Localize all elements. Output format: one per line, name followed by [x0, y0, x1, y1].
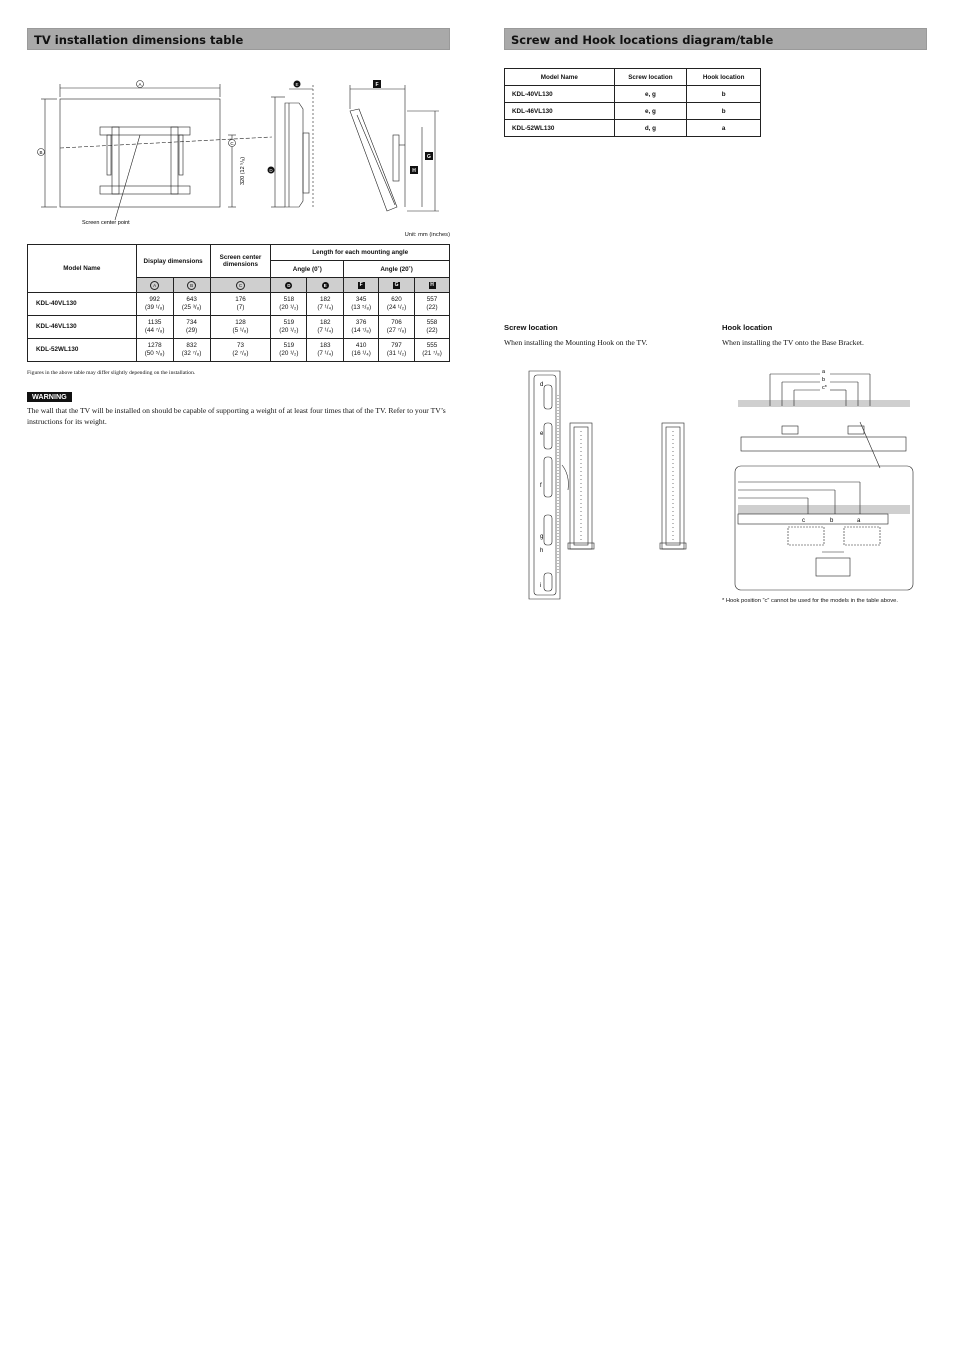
letter-E: E: [323, 282, 327, 288]
unit-label: Unit: mm (inches): [404, 232, 450, 238]
letter-F: F: [359, 282, 363, 288]
inch-value: (14 ⁷/₈): [351, 327, 371, 334]
inch-value: (2 ⁷/₈): [232, 350, 249, 357]
tv-dimensions-figure: [27, 75, 450, 230]
label-H: H: [412, 168, 416, 174]
mm-value: 182: [320, 296, 331, 303]
value-cell: [307, 316, 344, 339]
label-B: B: [39, 150, 43, 155]
warning-text: The wall that the TV will be installed on should be capable of supporting a weight of at least four times that of the TV. Refer to your TV’s instructions for its weight.: [27, 406, 446, 426]
mm-value: 797: [391, 342, 402, 349]
model-name-cell: KDL-52WL130: [28, 339, 137, 362]
vertical-dimension-label: 320 (12 ⁵/₈): [240, 156, 246, 185]
mm-value: 832: [186, 342, 197, 349]
inch-value: (44 ⁷/₈): [144, 327, 165, 334]
value-cell: [344, 339, 379, 362]
screw-hook-table: [504, 68, 761, 137]
screw-label-d: d: [540, 382, 544, 388]
mm-value: 519: [283, 319, 295, 326]
inch-value: (20 ¹/₂): [279, 304, 299, 311]
header-screw-location: Screw location: [614, 69, 687, 86]
screw-label-i: i: [540, 583, 542, 589]
table-row: [28, 293, 450, 316]
inch-value: (20 ¹/₂): [279, 350, 299, 357]
value-cell: [271, 339, 307, 362]
mm-value: 345: [355, 296, 367, 303]
inch-value: (29): [185, 327, 198, 334]
inch-value: (27 ⁷/₈): [386, 327, 407, 334]
header-angle0: Angle (0˚): [271, 261, 344, 278]
value-cell: [379, 339, 415, 362]
value-cell: [271, 316, 307, 339]
inch-value: (22): [426, 327, 438, 334]
value-cell: [210, 339, 271, 362]
header-angle20: Angle (20˚): [344, 261, 450, 278]
inch-value: (13 ⁵/₈): [351, 304, 372, 311]
mm-value: 992: [149, 296, 160, 303]
inch-value: (32 ⁷/₈): [181, 350, 202, 357]
value-cell: [173, 339, 210, 362]
header-model-name: Model Name: [505, 69, 615, 86]
table-row: [28, 339, 450, 362]
hook-location-cell: a: [687, 120, 761, 137]
screw-label-f: f: [540, 483, 542, 489]
screw-location-diagram: [520, 365, 700, 605]
screen-center-label: Screen center point: [82, 220, 130, 226]
value-cell: [210, 316, 271, 339]
mm-value: 706: [391, 319, 402, 326]
header-length: Length for each mounting angle: [271, 245, 450, 261]
model-name-cell: KDL-52WL130: [505, 120, 615, 137]
label-E: E: [295, 82, 299, 87]
value-cell: [307, 339, 344, 362]
value-cell: [344, 293, 379, 316]
mm-value: 643: [186, 296, 197, 303]
value-cell: [307, 293, 344, 316]
rail-label-a: a: [857, 518, 861, 524]
screw-location-cell: e, g: [614, 86, 687, 103]
inch-value: (7 ¹/₄): [317, 350, 334, 357]
rail-label-c: c: [802, 518, 805, 524]
rail-label-b: b: [830, 518, 834, 524]
hook-footnote: * Hook position “c” cannot be used for the models in the table above.: [722, 598, 898, 604]
hook-location-desc: When installing the TV onto the Base Bracket.: [722, 338, 864, 347]
value-cell: [210, 293, 271, 316]
mm-value: 555: [426, 342, 438, 349]
letter-B: B: [187, 281, 196, 290]
value-cell: [344, 316, 379, 339]
mm-value: 128: [235, 319, 246, 326]
table-note: Figures in the above table may differ slightly depending on the installation.: [27, 370, 196, 376]
mm-value: 734: [186, 319, 197, 326]
screw-location-cell: d, g: [614, 120, 687, 137]
inch-value: (7 ¹/₄): [317, 327, 334, 334]
letter-H: H: [430, 282, 434, 288]
value-cell: [173, 316, 210, 339]
mm-value: 410: [355, 342, 367, 349]
mm-value: 519: [283, 342, 295, 349]
inch-value: (7): [236, 304, 245, 311]
hook-label-c: c*: [822, 385, 827, 391]
mm-value: 557: [426, 296, 438, 303]
mm-value: 182: [320, 319, 331, 326]
mm-value: 1135: [147, 319, 162, 326]
header-center: Screen center dimensions: [210, 245, 271, 278]
table-row: [505, 120, 761, 137]
label-F: F: [375, 82, 379, 88]
label-G: G: [427, 154, 431, 160]
model-name-cell: KDL-40VL130: [505, 86, 615, 103]
value-cell: [271, 293, 307, 316]
inch-value: (31 ¹/₂): [386, 350, 407, 357]
header-display: Display dimensions: [136, 245, 210, 278]
inch-value: (7 ¹/₄): [317, 304, 334, 311]
table-row: [505, 86, 761, 103]
section-title-screw-hook: Screw and Hook locations diagram/table: [504, 28, 927, 50]
value-cell: [136, 339, 173, 362]
hook-location-cell: b: [687, 103, 761, 120]
inch-value: (5 ¹/₈): [232, 327, 249, 334]
value-cell: [379, 293, 415, 316]
screw-label-e: e: [540, 431, 544, 437]
mm-value: 518: [283, 296, 295, 303]
letter-A: A: [150, 281, 159, 290]
value-cell: [415, 316, 450, 339]
screw-location-title: Screw location: [504, 323, 558, 332]
label-A: A: [138, 82, 142, 87]
table-row: [28, 316, 450, 339]
table-row: [505, 103, 761, 120]
inch-value: (24 ¹/₂): [386, 304, 407, 311]
value-cell: [136, 293, 173, 316]
value-cell: [173, 293, 210, 316]
inch-value: (39 ¹/₈): [144, 304, 165, 311]
label-D: D: [269, 168, 273, 173]
mm-value: 1278: [147, 342, 162, 349]
value-cell: [415, 293, 450, 316]
header-hook-location: Hook location: [687, 69, 761, 86]
hook-label-a: a: [822, 369, 826, 375]
inch-value: (50 ⁵/₈): [144, 350, 165, 357]
inch-value: (22): [426, 304, 438, 311]
label-C: C: [230, 141, 234, 146]
hook-location-cell: b: [687, 86, 761, 103]
mm-value: 376: [355, 319, 367, 326]
hook-location-diagram: [730, 362, 914, 594]
screw-label-g: g: [540, 534, 544, 540]
inch-value: (21 ⁷/₈): [422, 350, 442, 357]
letter-D: D: [287, 282, 291, 288]
mm-value: 183: [320, 342, 331, 349]
model-name-cell: KDL-40VL130: [28, 293, 137, 316]
value-cell: [136, 316, 173, 339]
dimensions-table: [27, 244, 450, 362]
screw-location-desc: When installing the Mounting Hook on the TV.: [504, 338, 648, 347]
screw-location-cell: e, g: [614, 103, 687, 120]
model-name-cell: KDL-46VL130: [28, 316, 137, 339]
inch-value: (25 ³/₈): [181, 304, 202, 311]
header-model: Model Name: [28, 245, 137, 293]
model-name-cell: KDL-46VL130: [505, 103, 615, 120]
inch-value: (16 ¹/₄): [351, 350, 371, 357]
mm-value: 620: [391, 296, 402, 303]
value-cell: [415, 339, 450, 362]
hook-location-title: Hook location: [722, 323, 773, 332]
letter-C: C: [236, 281, 245, 290]
value-cell: [379, 316, 415, 339]
mm-value: 73: [236, 342, 244, 349]
warning-badge: WARNING: [27, 392, 72, 402]
screw-label-h: h: [540, 548, 544, 554]
mm-value: 176: [235, 296, 246, 303]
letter-G: G: [394, 282, 399, 288]
inch-value: (20 ¹/₂): [279, 327, 299, 334]
section-title-dimensions: TV installation dimensions table: [27, 28, 450, 50]
mm-value: 558: [426, 319, 438, 326]
hook-label-b: b: [822, 377, 826, 383]
